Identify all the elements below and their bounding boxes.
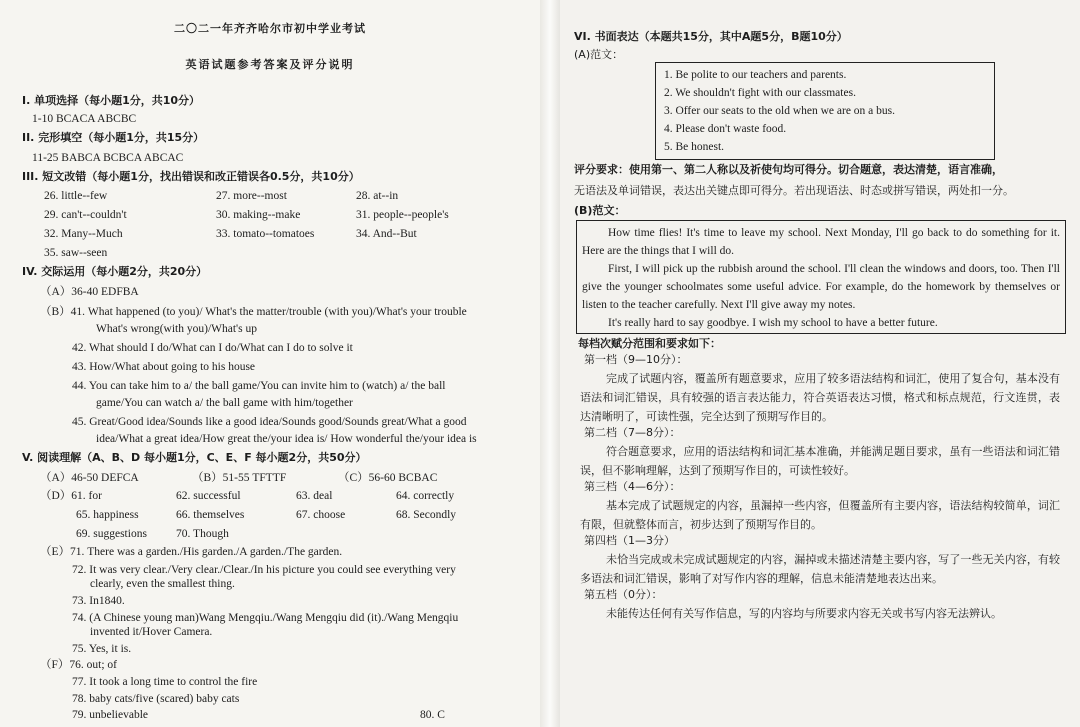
section-5-f-line: 77. It took a long time to control the fire (72, 676, 258, 688)
section-5-e-line: clearly, even the smallest thing. (90, 578, 235, 590)
section-5-a-answers: （A）46-50 DEFCA (40, 472, 139, 484)
sample-b-paragraph: How time flies! It's time to leave my school. Next Monday, I'll go back to do something for it. Here are the things that I will do. (582, 227, 1060, 257)
section-2-answers: 11-25 BABCA BCBCA ABCAC (32, 152, 184, 164)
section-5-e-line: 74. (A Chinese young man)Wang Mengqiu./Wang Mengqiu did (it)./Wang Mengqiu (72, 612, 459, 624)
grade-4-text: 未恰当完成或未完成试题规定的内容，漏掉或未描述清楚主要内容，写了一些无关内容，有较多语法和词汇错误，影响了对写作内容的理解，信息未能清楚地表达出来。 (580, 553, 1060, 585)
answer-item: 68. Secondly (396, 509, 457, 521)
grade-5-heading: 第五档（0分）： (584, 588, 663, 601)
section-5-e-line: invented it/Hover Camera. (90, 626, 213, 638)
sample-a-item: 1. Be polite to our teachers and parents. (664, 69, 847, 81)
grade-1-heading: 第一档（9—10分）： (584, 353, 688, 366)
grade-3-heading: 第三档（4—6分）： (584, 480, 681, 493)
exam-title: 二〇二一年齐齐哈尔市初中学业考试 (174, 22, 366, 35)
answer-item: 27. more--most (216, 190, 287, 202)
section-6-heading: VI. 书面表达（本题共15分，其中A题5分，B题10分） (574, 30, 848, 43)
answer-item: 62. successful (176, 490, 241, 502)
answer-item: （D）61. for (40, 490, 102, 502)
section-5-f-line: 80. C (420, 709, 445, 721)
answer-key-title: 英语试题参考答案及评分说明 (185, 58, 355, 71)
sample-a-label: (A)范文： (574, 48, 624, 61)
section-5-c-answers: （C）56-60 BCBAC (338, 472, 438, 484)
section-2-heading: II. 完形填空（每小题1分，共15分） (22, 131, 205, 144)
section-4-b-line: idea/What a great idea/How great the/your idea is/ How wonderful the/your idea is (96, 433, 477, 445)
section-5-e-line: （E）71. There was a garden./His garden./A garden./The garden. (40, 546, 343, 558)
sample-a-item: 2. We shouldn't fight with our classmates. (664, 87, 856, 99)
sample-a-item: 3. Offer our seats to the old when we are on a bus. (664, 105, 895, 117)
answer-item: 35. saw--seen (44, 247, 108, 259)
section-1-heading: I. 单项选择（每小题1分，共10分） (22, 94, 201, 107)
answer-item: 64. correctly (396, 490, 455, 502)
section-5-f-line: 79. unbelievable (72, 709, 149, 721)
section-4-b-line: 43. How/What about going to his house (72, 361, 256, 373)
section-4-heading: IV. 交际运用（每小题2分，共20分） (22, 265, 208, 278)
answer-item: 29. can't--couldn't (44, 209, 127, 221)
sample-b-label: (B)范文： (574, 204, 626, 217)
answer-item: 34. And--But (356, 228, 417, 240)
section-4-b-line: 44. You can take him to a/ the ball game/You can invite him to (watch) a/ the ball (72, 380, 446, 392)
answer-item: 32. Many--Much (44, 228, 123, 240)
section-5-b-answers: （B）51-55 TFTTF (192, 472, 287, 484)
answer-item: 26. little--few (44, 190, 108, 202)
answer-item: 66. themselves (176, 509, 245, 521)
page-gutter (540, 0, 560, 727)
section-5-heading: V. 阅读理解（A、B、D 每小题1分，C、E、F 每小题2分，共50分） (22, 451, 367, 464)
grade-3-text: 基本完成了试题规定的内容，虽漏掉一些内容，但覆盖所有主要内容，语法结构较简单，词汇有限，但就整体而言，初步达到了预期写作目的。 (580, 499, 1060, 531)
sample-a-item: 5. Be honest. (664, 141, 725, 153)
answer-item: 33. tomato--tomatoes (216, 228, 315, 240)
section-3-heading: III. 短文改错（每小题1分，找出错误和改正错误各0.5分，共10分） (22, 170, 360, 183)
grade-1-text: 完成了试题内容，覆盖所有题意要求，应用了较多语法结构和词汇，使用了复合句，基本没有语法和词汇错误，具有较强的语言表达能力，符合英语表达习惯，格式和标点规范，行文连贯，表达清晰明了，可读性强，完全达到了预期写作目的。 (580, 372, 1060, 423)
section-4-b-line: What's wrong(with you)/What's up (96, 323, 257, 335)
section-5-f-line: 78. baby cats/five (scared) baby cats (72, 693, 240, 705)
section-4-a-answers: （A）36-40 EDFBA (40, 286, 139, 298)
sample-b-paragraph: It's really hard to say goodbye. I wish my school to have a better future. (608, 317, 938, 329)
section-5-e-line: 73. In1840. (72, 595, 125, 607)
grade-5-text: 未能传达任何有关写作信息，写的内容均与所要求内容无关或书写内容无法辨认。 (606, 607, 1002, 620)
answer-item: 67. choose (296, 509, 346, 521)
section-5-f-line: （F）76. out; of (40, 659, 117, 671)
section-4-b-line: （B）41. What happened (to you)/ What's the matter/trouble (with you)/What's your trouble (40, 306, 467, 318)
answer-item: 65. happiness (76, 509, 139, 521)
section-5-e-line: 72. It was very clear./Very clear./Clear./In his picture you could see everything very (72, 564, 456, 576)
answer-item: 30. making--make (216, 209, 301, 221)
answer-item: 69. suggestions (76, 528, 147, 540)
answer-item: 28. at--in (356, 190, 399, 202)
sample-a-item: 4. Please don't waste food. (664, 123, 787, 135)
sample-a-requirement: 无语法及单词错误，表达出关键点即可得分。若出现语法、时态或拼写错误，两处扣一分。 (574, 184, 1014, 197)
answer-item: 63. deal (296, 490, 333, 502)
grade-4-heading: 第四档（1—3分） (584, 534, 675, 547)
sample-b-paragraph: First, I will pick up the rubbish around the school. I'll clean the windows and doors, too. Then I'll give the younger schoolmates some useful advice. For example, do the homework by themselves or listen to the teacher carefully. Next I'll give away my notes. (582, 263, 1060, 311)
section-5-e-line: 75. Yes, it is. (72, 643, 132, 655)
grade-2-text: 符合题意要求，应用的语法结构和词汇基本准确，并能满足题目要求，虽有一些语法和词汇错误，但不影响理解，达到了预期写作目的，可读性较好。 (580, 445, 1060, 477)
grade-2-heading: 第二档（7—8分）： (584, 426, 681, 439)
section-4-b-line: game/You can watch a/ the ball game with him/together (96, 397, 353, 409)
answer-item: 70. Though (176, 528, 229, 540)
section-4-b-line: 45. Great/Good idea/Sounds like a good idea/Sounds good/Sounds great/What a good (72, 416, 467, 428)
sample-a-requirement: 评分要求：使用第一、第二人称以及祈使句均可得分。切合题意，表达清楚，语言准确， (574, 163, 1003, 176)
grading-heading: 每档次赋分范围和要求如下： (578, 337, 721, 350)
section-1-answers: 1-10 BCACA ABCBC (32, 113, 137, 125)
section-4-b-line: 42. What should I do/What can I do/What can I do to solve it (72, 342, 353, 354)
answer-item: 31. people--people's (356, 209, 449, 221)
